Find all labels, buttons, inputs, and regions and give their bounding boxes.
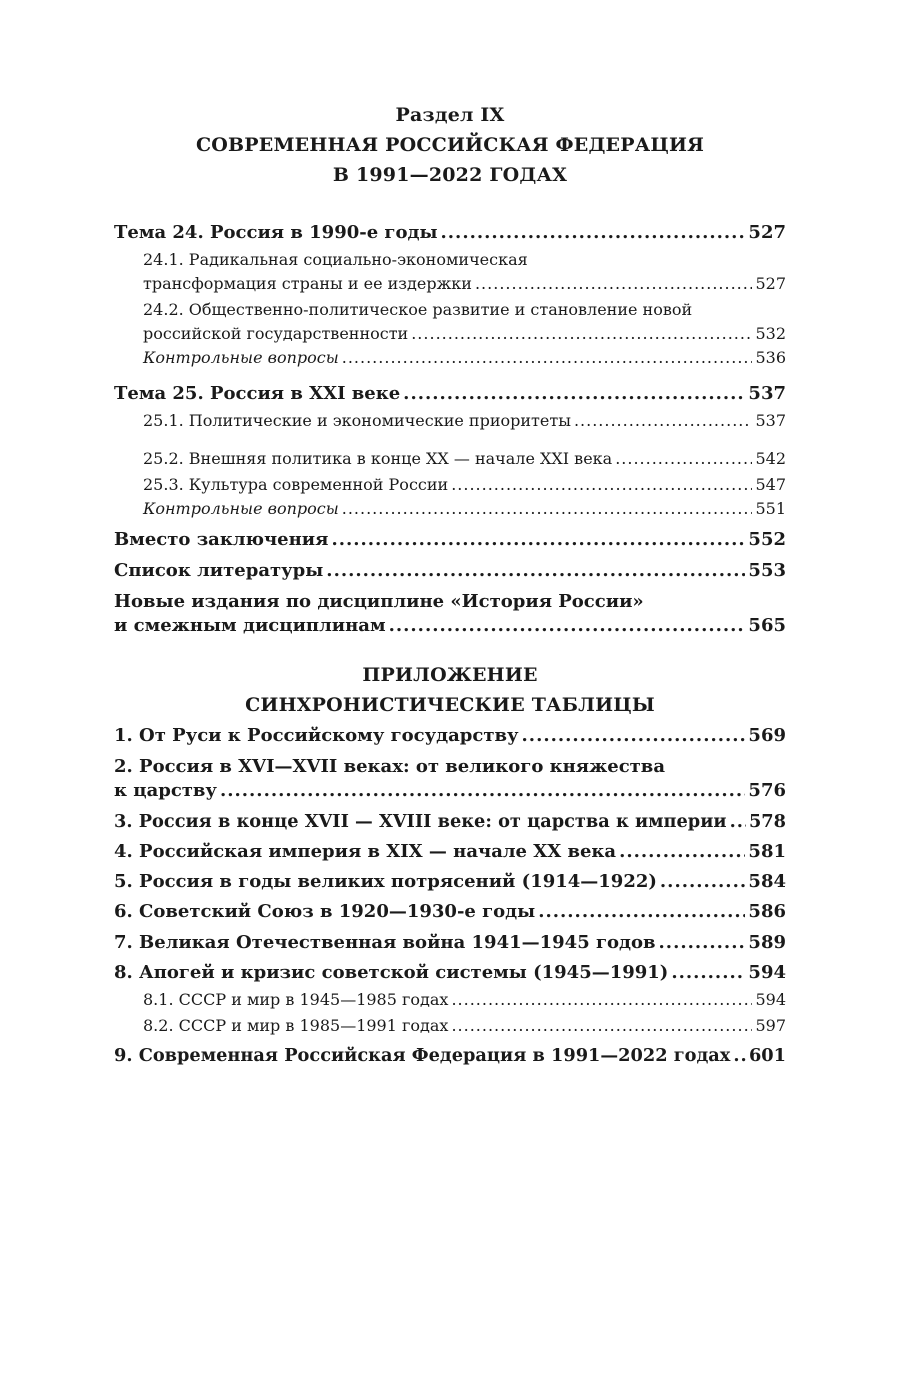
toc-entry-new-editions[interactable]: и смежным дисциплинам ..... 565 bbox=[114, 615, 786, 636]
page-number: 601 bbox=[748, 1045, 786, 1066]
page-number: 537 bbox=[748, 383, 786, 404]
toc-entry-topic-25[interactable]: Тема 25. Россия в XXI веке ..... 537 bbox=[114, 383, 786, 404]
toc-entry-24-questions[interactable]: Контрольные вопросы ..... 536 bbox=[143, 348, 786, 367]
page-number: 565 bbox=[748, 615, 786, 636]
page-number: 532 bbox=[755, 324, 786, 343]
section-title-line-1: СОВРЕМЕННАЯ РОССИЙСКАЯ ФЕДЕРАЦИЯ bbox=[195, 134, 705, 156]
appendix-entry-8[interactable]: 8. Апогей и кризис советской системы (1945—1991) ..... 594 bbox=[114, 962, 786, 983]
section-number: Раздел IX bbox=[395, 104, 505, 126]
appendix-entry-2[interactable]: к царству ..... 576 bbox=[114, 780, 786, 801]
toc-entry-24-1[interactable]: трансформация страны и ее издержки ..... 527 bbox=[143, 274, 786, 293]
section-title-line-2: В 1991—2022 ГОДАХ bbox=[332, 164, 568, 186]
appendix-entry-4[interactable]: 4. Российская империя в XIX — начале XX века ..... 581 bbox=[114, 841, 786, 862]
dot-leader bbox=[730, 811, 746, 832]
dot-leader bbox=[615, 449, 752, 468]
page-number: 594 bbox=[755, 990, 786, 1009]
appendix-entry-7[interactable]: 7. Великая Отечественная война 1941—1945 годов ..... 589 bbox=[114, 932, 786, 953]
dot-leader bbox=[451, 475, 752, 494]
dot-leader bbox=[660, 871, 746, 892]
page-number: 581 bbox=[748, 841, 786, 862]
page-number: 576 bbox=[748, 780, 786, 801]
page-number: 589 bbox=[748, 932, 786, 953]
dot-leader bbox=[403, 383, 745, 404]
toc-entry-24-1-line-1[interactable]: 24.1. Радикальная социально-экономическая bbox=[143, 250, 528, 269]
dot-leader bbox=[538, 901, 745, 922]
page-number: 553 bbox=[748, 560, 786, 581]
page-number: 542 bbox=[755, 449, 786, 468]
appendix-entry-9[interactable]: 9. Современная Российская Федерация в 1991—2022 годах ..... 601 bbox=[114, 1045, 786, 1066]
appendix-heading bbox=[114, 660, 786, 720]
toc-entry-24-2[interactable]: российской государственности ..... 532 bbox=[143, 324, 786, 343]
page-number: 594 bbox=[748, 962, 786, 983]
dot-leader bbox=[574, 411, 753, 430]
appendix-entry-1[interactable]: 1. От Руси к Российскому государству ..... 569 bbox=[114, 725, 786, 746]
appendix-entry-8-1[interactable]: 8.1. СССР и мир в 1945—1985 годах ..... 594 bbox=[143, 990, 786, 1009]
dot-leader bbox=[342, 348, 753, 367]
page-number: 597 bbox=[755, 1016, 786, 1035]
dot-leader bbox=[451, 990, 752, 1009]
appendix-entry-6[interactable]: 6. Советский Союз в 1920—1930-е годы ..... 586 bbox=[114, 901, 786, 922]
toc-entry-25-1[interactable]: 25.1. Политические и экономические приоритеты ..... 537 bbox=[143, 411, 786, 430]
dot-leader bbox=[451, 1016, 752, 1035]
dot-leader bbox=[342, 499, 753, 518]
toc-entry-25-2[interactable]: 25.2. Внешняя политика в конце XX — начале XXI века ..... 542 bbox=[143, 449, 786, 468]
appendix-entry-8-2[interactable]: 8.2. СССР и мир в 1985—1991 годах ..... 597 bbox=[143, 1016, 786, 1035]
page-number: 552 bbox=[748, 529, 786, 550]
dot-leader bbox=[220, 780, 745, 801]
appendix-subtitle: СИНХРОНИСТИЧЕСКИЕ ТАБЛИЦЫ bbox=[245, 694, 655, 716]
page-number: 569 bbox=[748, 725, 786, 746]
toc-entry-25-questions[interactable]: Контрольные вопросы ..... 551 bbox=[143, 499, 786, 518]
dot-leader bbox=[619, 841, 745, 862]
page-number: 547 bbox=[755, 475, 786, 494]
dot-leader bbox=[411, 324, 752, 343]
toc-entry-topic-24[interactable]: Тема 24. Россия в 1990-е годы ..... 527 bbox=[114, 222, 786, 243]
page-number: 527 bbox=[748, 222, 786, 243]
toc-entry-new-editions-line-1[interactable]: Новые издания по дисциплине «История России» bbox=[114, 591, 644, 612]
dot-leader bbox=[733, 1045, 746, 1066]
toc-entry-conclusion[interactable]: Вместо заключения ..... 552 bbox=[114, 529, 786, 550]
appendix-title: ПРИЛОЖЕНИЕ bbox=[362, 664, 538, 686]
toc-entry-25-3[interactable]: 25.3. Культура современной России ..... 547 bbox=[143, 475, 786, 494]
page-number: 551 bbox=[755, 499, 786, 518]
page-number: 536 bbox=[755, 348, 786, 367]
page-number: 527 bbox=[755, 274, 786, 293]
page-number: 578 bbox=[748, 811, 786, 832]
toc-entry-24-2-line-1[interactable]: 24.2. Общественно-политическое развитие и становление новой bbox=[143, 300, 693, 319]
dot-leader bbox=[389, 615, 746, 636]
page-number: 586 bbox=[748, 901, 786, 922]
appendix-entry-2-line-1[interactable]: 2. Россия в XVI—XVII веках: от великого княжества bbox=[114, 756, 665, 777]
dot-leader bbox=[671, 962, 745, 983]
page-number: 537 bbox=[755, 411, 786, 430]
dot-leader bbox=[659, 932, 746, 953]
dot-leader bbox=[522, 725, 746, 746]
dot-leader bbox=[441, 222, 746, 243]
toc-entry-literature[interactable]: Список литературы ..... 553 bbox=[114, 560, 786, 581]
page-number: 584 bbox=[748, 871, 786, 892]
dot-leader bbox=[331, 529, 745, 550]
dot-leader bbox=[326, 560, 745, 581]
appendix-entry-5[interactable]: 5. Россия в годы великих потрясений (1914—1922) ..... 584 bbox=[114, 871, 786, 892]
dot-leader bbox=[475, 274, 752, 293]
appendix-entry-3[interactable]: 3. Россия в конце XVII — XVIII веке: от царства к империи ..... 578 bbox=[114, 811, 786, 832]
section-heading bbox=[114, 100, 786, 190]
